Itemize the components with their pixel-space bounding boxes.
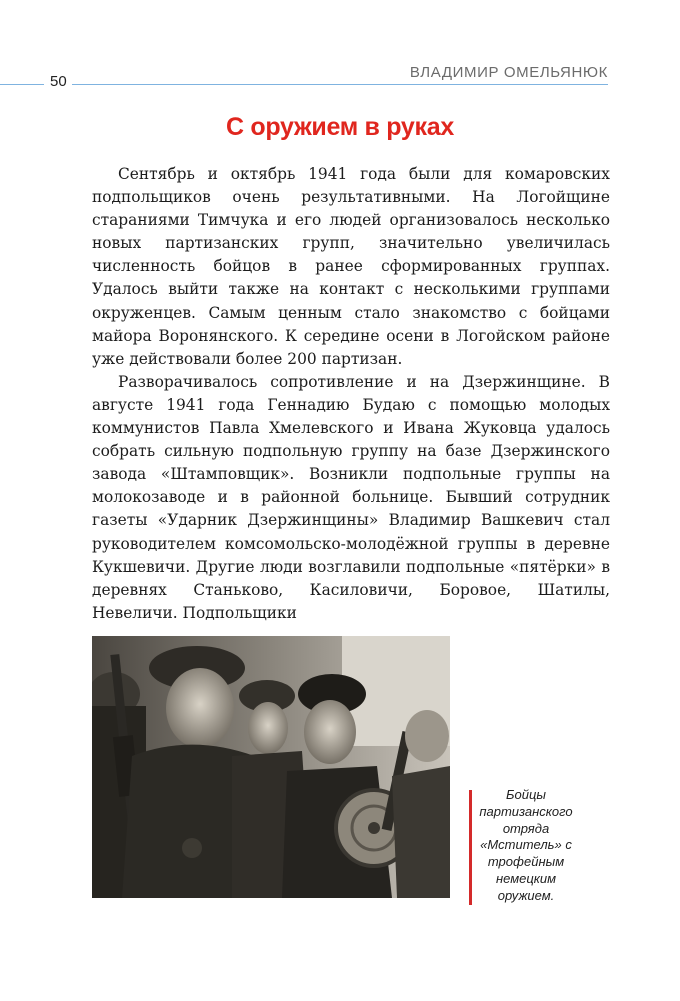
body-text	[92, 163, 610, 625]
partisan-group-photo	[92, 636, 450, 898]
page-number: 50	[50, 73, 67, 90]
figure-caption: Бойцы партизанского отряда «Мститель» с трофейным немецким оружием.	[479, 787, 573, 903]
paragraph-2: Разворачивалось сопротивление и на Дзержинщине. В августе 1941 года Геннадию Будаю с помощью молодых коммунистов Павла Хмелевского и Ивана Жуковца удалось собрать сильную подпольную группу на базе Дзержинского завода «Штамповщик». Возникли подпольные группы на молокозаводе и в районной больнице. Бывший сотрудник газеты «Ударник Дзержинщины» Владимир Вашкевич стал руководителем комсомольско-молодёжной группы в деревне Кукшевичи. Другие люди возглавили подпольные «пятёрки» в деревнях Станьково, Касиловичи, Боровое, Шатилы, Невеличи. Подпольщики	[92, 372, 610, 622]
running-header-author: ВЛАДИМИР ОМЕЛЬЯНЮК	[409, 64, 608, 81]
header-rule-left	[0, 84, 44, 85]
paragraph-1: Сентябрь и октябрь 1941 года были для комаровских подпольщиков очень результативными. На Логойщине стараниями Тимчука и его людей организовалось несколько новых партизанских групп, значительно увеличилась численность бойцов в ранее сформированных группах. Удалось выйти также на контакт с несколькими группами окруженцев. Самым ценным стало знакомство с бойцами майора Воронянского. К середине осени в Логойском районе уже действовали более 200 партизан.	[92, 165, 610, 368]
header-rule-right	[72, 84, 608, 85]
chapter-title: С оружием в руках	[226, 113, 454, 141]
caption-accent-bar	[469, 790, 472, 905]
